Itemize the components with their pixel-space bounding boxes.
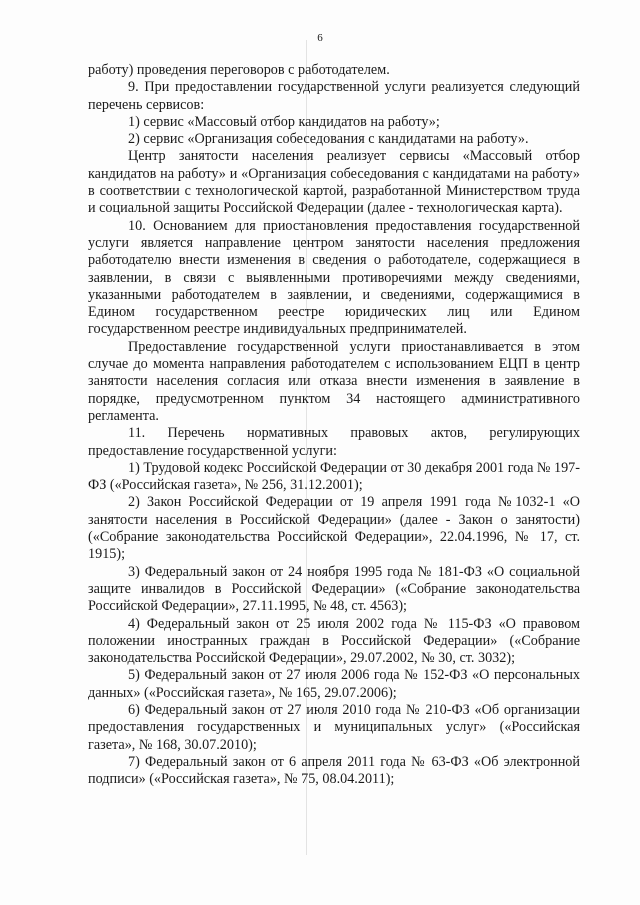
legal-act-item: 7) Федеральный закон от 6 апреля 2011 года № 63-ФЗ «Об электронной подписи» («Российская газета», № 75, 08.04.2011); (88, 753, 580, 788)
document-body (88, 62, 580, 788)
service-list-item: 2) сервис «Организация собеседования с кандидатами на работу». (128, 131, 529, 148)
paragraph-continuation: работу) проведения переговоров с работодателем. (88, 62, 390, 78)
paragraph-services-description: Центр занятости населения реализует сервисы «Массовый отбор кандидатов на работу» и «Организация собеседования с кандидатами на работу» в соответствии с технологической картой, разработанной Министерством труда и социальной защиты Российской Федерации (далее - технологическая карта). (88, 148, 580, 217)
service-list-item: 1) сервис «Массовый отбор кандидатов на работу»; (128, 113, 440, 130)
legal-act-item: 5) Федеральный закон от 27 июля 2006 года № 152-ФЗ «О персональных данных» («Российская газета», № 165, 29.07.2006); (88, 667, 580, 701)
legal-act-item: 6) Федеральный закон от 27 июля 2010 года № 210-ФЗ «Об организации предоставления государственных и муниципальных услуг» («Российская газета», № 168, 30.07.2010); (88, 701, 580, 753)
legal-act-item: 2) Закон Российской Федерации от 19 апреля 1991 года №1032-1 «О занятости населения в Российской Федерации» (далее - Закон о занятости) («Собрание законодательства Российской Федерации», 22.04.1996, № 17, ст. 1915); (88, 494, 580, 563)
legal-act-item: 4) Федеральный закон от 25 июля 2002 года № 115-ФЗ «О правовом положении иностранных граждан в Российской Федерации» («Собрание законодательства Российской Федерации», 29.07.2002, № 30, ст. 3032); (88, 615, 580, 667)
paragraph-item-9: 9. При предоставлении государственной услуги реализуется следующий перечень сервисов: (88, 79, 580, 113)
paragraph-item-10: 10. Основанием для приостановления предоставления государственной услуги является направление центром занятости населения предложения работодателю внести изменения в сведения о работодателе, содержащиеся в заявлении, в связи с выявленными противоречиями между сведениями, указанными работодателем в заявлении, и сведениями, содержащимися в Едином государственном реестре юридических лиц или Едином государственном реестре индивидуальных предпринимателей. (88, 217, 580, 338)
legal-act-item: 1) Трудовой кодекс Российской Федерации от 30 декабря 2001 года № 197-ФЗ («Российская газета», № 256, 31.12.2001); (88, 459, 581, 494)
paragraph-suspension: Предоставление государственной услуги приостанавливается в этом случае до момента направления работодателем с использованием ЕЦП в центр занятости населения согласия или отказа внести изменения в заявление в порядке, предусмотренном пунктом 34 настоящего административного регламента. (88, 338, 580, 424)
legal-act-item: 3) Федеральный закон от 24 ноября 1995 года № 181-ФЗ «О социальной защите инвалидов в Российской Федерации» («Собрание законодательства Российской Федерации», 27.11.1995, № 48, ст. 4563); (88, 563, 580, 615)
paragraph-item-11: 11. Перечень нормативных правовых актов, регулирующих предоставление государственной услуги: (88, 425, 580, 459)
page-number: 6 (317, 32, 323, 44)
